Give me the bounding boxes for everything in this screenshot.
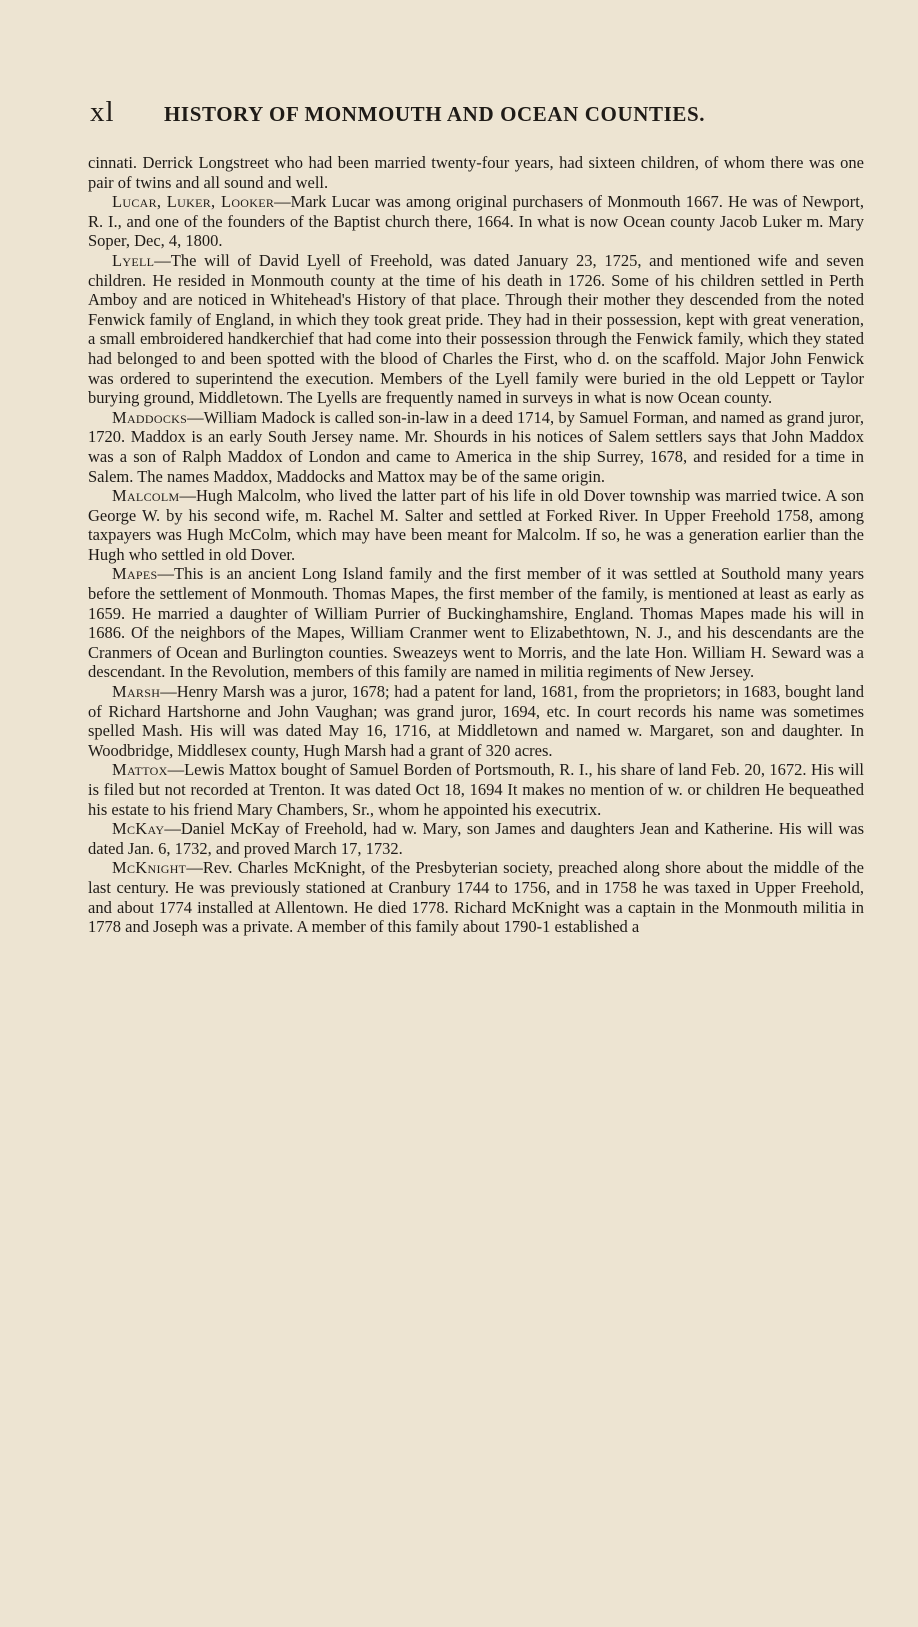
entry-lucar: [88, 192, 864, 251]
entry-text: —The will of David Lyell of Freehold, was dated January 23, 1725, and mentioned wife and seven children. He resided in Monmouth county at the time of his death in 1726. Some of his children settled in Perth Amboy and are noticed in Whitehead's History of that place. Through their mother they descended from the noted Fenwick family of England, in which they took great pride. They had in their possession, kept with great veneration, a small embroidered handkerchief that had come into their possession through the Fenwick family, which they stated had belonged to and been spotted with the blood of Charles the First, who d. on the scaffold. Major John Fenwick was ordered to superintend the execution. Members of the Lyell family were buried in the old Leppett or Taylor burying ground, Middletown. The Lyells are frequently named in surveys in what is now Ocean county.: [88, 250, 864, 408]
entry-mckay: [88, 819, 864, 858]
entry-heading: Malcolm: [112, 486, 180, 506]
paragraph-text: cinnati. Derrick Longstreet who had been married twenty-four years, had sixteen children, of whom there was one pair of twins and all sound and well.: [88, 153, 864, 192]
entry-mapes: [88, 564, 864, 682]
entry-text: —This is an ancient Long Island family and the first member of it was settled at Southold many years before the settlement of Monmouth. Thomas Mapes, the first member of the family, is mentioned at least as early as 1659. He married a daughter of William Purrier of Buckinghamshire, England. Thomas Mapes made his will in 1686. Of the neighbors of the Mapes, William Cranmer went to Elizabethtown, N. J., and his descendants are the Cranmers of Ocean and Burlington counties. Sweazeys went to Morris, and the late Hon. William H. Seward was a descendant. In the Revolution, members of this family are named in militia regiments of New Jersey.: [88, 564, 864, 682]
entry-lyell: [88, 251, 864, 408]
entry-heading: Lucar, Luker, Looker: [112, 192, 275, 212]
entry-heading: McKnight: [112, 858, 187, 878]
paragraph-continuation: [88, 153, 864, 192]
entry-heading: Maddocks: [112, 407, 188, 427]
entry-mattox: [88, 760, 864, 819]
entry-text: —Daniel McKay of Freehold, had w. Mary, son James and daughters Jean and Katherine. His will was dated Jan. 6, 1732, and proved March 17, 1732.: [88, 819, 864, 858]
entry-malcolm: [88, 486, 864, 564]
entry-marsh: [88, 682, 864, 760]
entry-maddocks: [88, 408, 864, 486]
entry-heading: Mapes: [112, 564, 158, 584]
entry-heading: Marsh: [112, 682, 161, 702]
entry-text: —Henry Marsh was a juror, 1678; had a patent for land, 1681, from the proprietors; in 1683, bought land of Richard Hartshorne and John Vaughan; was grand juror, 1694, etc. In court records his name was sometimes spelled Mash. His will was dated May 16, 1716, at Middletown and named w. Margaret, son and daughter. In Woodbridge, Middlesex county, Hugh Marsh had a grant of 320 acres.: [88, 682, 864, 760]
entry-heading: McKay: [112, 819, 165, 839]
running-head: HISTORY OF MONMOUTH AND OCEAN COUNTIES.: [164, 102, 706, 126]
entry-text: —Mark Lucar was among original purchasers of Monmouth 1667. He was of Newport, R. I., and one of the founders of the Baptist church there, 1664. In what is now Ocean county Jacob Luker m. Mary Soper, Dec, 4, 1800.: [88, 192, 864, 251]
entry-text: —Lewis Mattox bought of Samuel Borden of Portsmouth, R. I., his share of land Feb. 20, 1672. His will is filed but not recorded at Trenton. It was dated Oct 18, 1694 It makes no mention of w. or children He bequeathed his estate to his friend Mary Chambers, Sr., whom he appointed his executrix.: [88, 760, 864, 819]
page-number: xl: [90, 96, 115, 128]
entry-text: —Rev. Charles McKnight, of the Presbyterian society, preached along shore about the middle of the last century. He was previously stationed at Cranbury 1744 to 1756, and in 1758 he was taxed in Upper Freehold, and about 1774 installed at Allentown. He died 1778. Richard McKnight was a captain in the Monmouth militia in 1778 and Joseph was a private. A member of this family about 1790-1 established a: [88, 858, 864, 937]
page-header: [90, 96, 864, 129]
entry-text: —William Madock is called son-in-law in a deed 1714, by Samuel Forman, and named as grand juror, 1720. Maddox is an early South Jersey name. Mr. Shourds in his notices of Salem settlers says that John Maddox was a son of Ralph Maddox of London and came to America in the ship Surrey, 1678, and resided for a time in Salem. The names Maddox, Maddocks and Mattox may be of the same origin.: [88, 407, 864, 486]
entry-text: —Hugh Malcolm, who lived the latter part of his life in old Dover township was married twice. A son George W. by his second wife, m. Rachel M. Salter and settled at Forked River. In Upper Freehold 1758, among taxpayers was Hugh McColm, which may have been meant for Malcolm. If so, he was a generation earlier than the Hugh who settled in old Dover.: [88, 486, 864, 564]
entry-mcknight: [88, 858, 864, 936]
body-text: [88, 153, 864, 937]
entry-heading: Mattox: [112, 760, 168, 780]
entry-heading: Lyell: [112, 250, 155, 270]
